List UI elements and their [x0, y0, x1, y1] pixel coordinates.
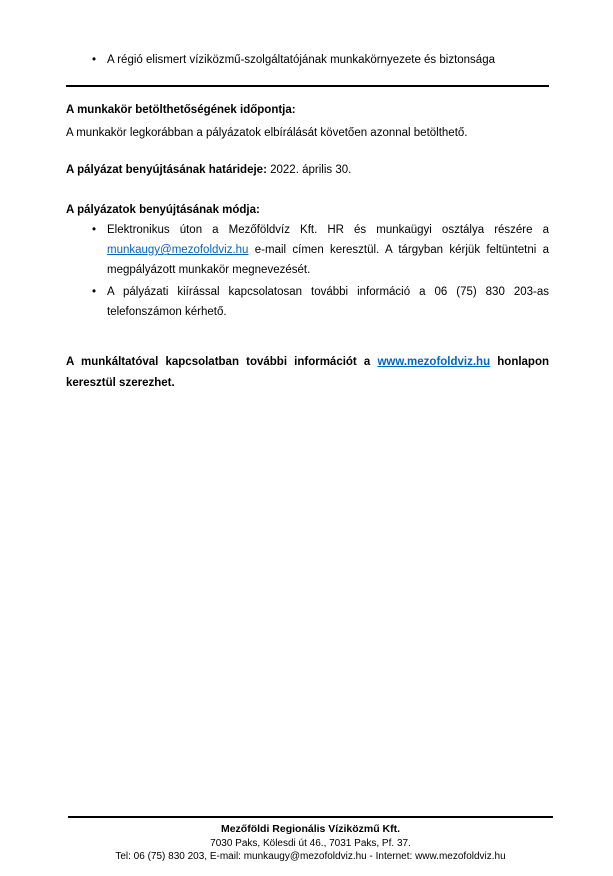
- footer-address: 7030 Paks, Kölesdi út 46., 7031 Paks, Pf. 37.: [210, 837, 411, 849]
- bullet-icon: •: [92, 286, 97, 298]
- list-item: [66, 220, 549, 280]
- intro-bullet-item: [66, 52, 549, 68]
- submission-bullet-list: [66, 220, 549, 322]
- footer-rule: [68, 816, 553, 818]
- footer-contact: Tel: 06 (75) 830 203, E-mail: munkaugy@mezofoldviz.hu - Internet: www.mezofoldviz.hu: [115, 850, 506, 862]
- website-link[interactable]: www.mezofoldviz.hu: [377, 356, 491, 368]
- submission-bullet-2-text: A pályázati kiírással kapcsolatosan további információ a 06 (75) 830 203-as telefonszámon kérhető.: [107, 286, 549, 318]
- list-item: [66, 282, 549, 322]
- page-footer: [68, 816, 553, 863]
- availability-body: A munkakör legkorábban a pályázatok elbírálását követően azonnal betölthető.: [66, 127, 468, 139]
- employer-info-after: honlapon keresztül szerezhet.: [66, 356, 550, 389]
- bullet-icon: •: [92, 224, 97, 236]
- deadline-value: 2022. április 30.: [270, 164, 352, 176]
- deadline-label: A pályázat benyújtásának határideje:: [66, 164, 267, 176]
- employer-info-paragraph: [66, 352, 549, 394]
- submission-bullet-1-after: e-mail címen keresztül. A tárgyban kérjük feltüntetni a megpályázott munkakör megnevezését.: [107, 244, 549, 276]
- email-link[interactable]: munkaugy@mezofoldviz.hu: [107, 244, 249, 256]
- bullet-icon: •: [92, 54, 97, 66]
- intro-bullet-text: A régió elismert víziközmű-szolgáltatójának munkakörnyezete és biztonsága: [107, 54, 495, 66]
- deadline-line: [66, 162, 549, 178]
- submission-heading: A pályázatok benyújtásának módja:: [66, 204, 260, 216]
- submission-bullet-1-text: [107, 220, 549, 280]
- employer-info-before: A munkáltatóval kapcsolatban további információt a: [66, 356, 378, 368]
- submission-bullet-1-before: Elektronikus úton a Mezőföldvíz Kft. HR és munkaügyi osztálya részére a: [107, 224, 549, 236]
- document-content: [0, 0, 613, 394]
- footer-company-name: Mezőföldi Regionális Víziközmű Kft.: [220, 822, 401, 835]
- horizontal-rule: [66, 85, 549, 87]
- availability-heading: A munkakör betölthetőségének időpontja:: [66, 104, 296, 116]
